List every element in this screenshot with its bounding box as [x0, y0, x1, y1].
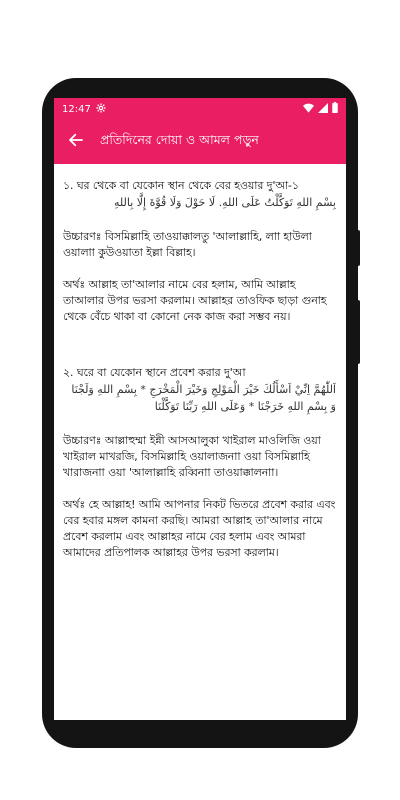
dua-section-2 — [63, 365, 336, 561]
meaning-text: অর্থঃ আল্লাহ তা'আলার নামে বের হলাম, আমি আল্লাহ তাআলার উপর ভরসা করলাম। আল্লাহর তাওফিক ছাড়া গুনাহ থেকে বেঁচে থাকা বা কোনো নেক কাজ করা সম্ভব নয়। — [63, 278, 327, 323]
status-time: 12:47 — [62, 103, 91, 115]
battery-icon — [332, 102, 338, 116]
power-button — [356, 230, 360, 266]
page-title: প্রতিদিনের দোয়া ও আমল পড়ুন — [100, 132, 259, 147]
wifi-icon — [303, 103, 314, 116]
dua-section-1 — [63, 178, 336, 325]
arabic-text: بِسْمِ اللهِ تَوَكَّلْتُ عَلَى اللهِ. لَا حَوْلَ وَلَا قُوَّةَ إِلَّا بِاللهِ — [113, 196, 336, 209]
pronunciation-text: উচ্চারণঃ বিসমিল্লাহি তাওয়াক্কালতু 'আলাল্লাহি, লাা হাউলা ওয়ালাা কুউওয়াতা ইল্লা বিল্লাহ। — [63, 230, 312, 259]
screen — [54, 98, 346, 720]
status-bar — [54, 98, 346, 120]
back-button[interactable] — [64, 130, 88, 154]
section-title: ২. ঘরে বা যেকোন স্থানে প্রবেশ করার দু'আ — [63, 366, 246, 379]
meaning-text: অর্থঃ হে আল্লাহ! আমি আপনার নিকট ভিতরে প্রবেশ করার এবং বের হবার মঙ্গল কামনা করছি। আমরা আল্লাহ তা'আলার নামে প্রবেশ করলাম এবং আল্লাহর নামে বের হলাম এবং আমরা আমাদের প্রতিপালক আল্লাহর উপর ভরসা করলাম। — [63, 498, 336, 559]
arabic-text: اَللّٰهُمَّ اِنِّيْ اَسْأَلُكَ خَيْرَ الْمَوْلِجِ وَخَيْرَ الْمَخْرَجِ * بِسْمِ اللهِ وَلَجْنَا وَ بِسْمِ اللهِ خَرَجْنَا * وَعَلَى اللهِ رَبِّنَا تَوَكَّلْنَا — [71, 383, 336, 413]
gear-icon — [96, 103, 106, 116]
dua-content — [54, 164, 346, 561]
arrow-left-icon — [67, 131, 85, 153]
app-bar — [54, 120, 346, 164]
gesture-nav-bar[interactable] — [171, 713, 229, 716]
volume-button — [356, 300, 360, 364]
signal-icon — [318, 103, 328, 116]
pronunciation-text: উচ্চারণঃ আল্লাহুম্মা ইন্নী আসআলুকা খাইরাল মাওলিজি ওয়া খাইরাল মাখরজি, বিসমিল্লাহি ওয়ালাজনাা ওয়া বিসমিল্লাহি খারাজনাা ওয়া 'আলাল্লাহি রব্বিনাা তাওয়াক্কালনাা। — [63, 434, 321, 479]
section-title: ১. ঘর থেকে বা যেকোন স্থান থেকে বের হওয়ার দু'আ-১ — [63, 179, 299, 192]
